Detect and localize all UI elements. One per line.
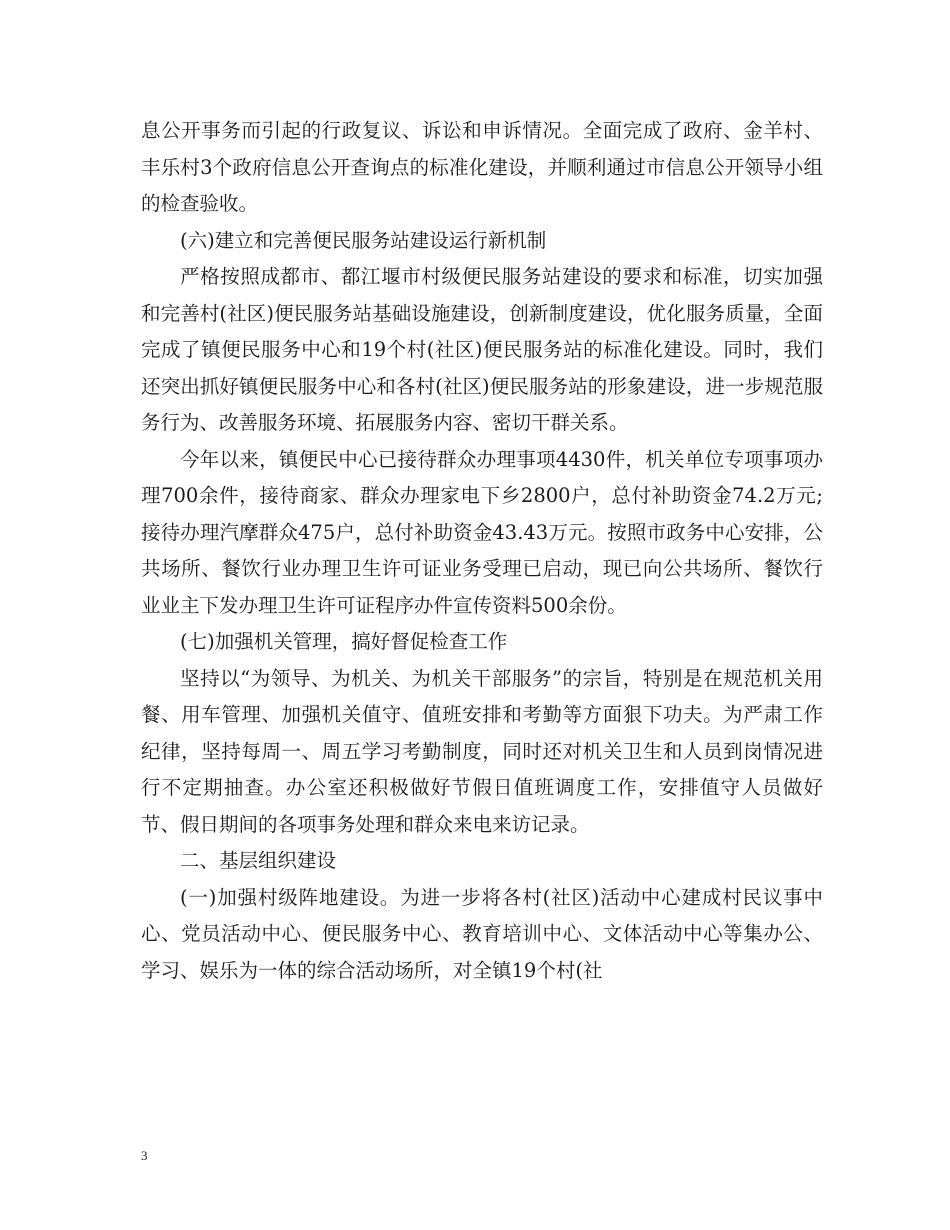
- document-body: [141, 113, 823, 989]
- section-heading-six: (六)建立和完善便民服务站建设运行新机制: [180, 228, 547, 252]
- paragraph-continuation: 息公开事务而引起的行政复议、诉讼和申诉情况。全面完成了政府、金羊村、丰乐村3个政府信息公开查询点的标准化建设，并顺利通过市信息公开领导小组的检查验收。: [141, 119, 823, 215]
- page-number: 3: [141, 1148, 148, 1163]
- paragraph: 今年以来，镇便民中心已接待群众办理事项4430件，机关单位专项事项办理700余件，接待商家、群众办理家电下乡2800户，总付补助资金74.2万元;接待办理汽摩群众475户，总付补助资金43.43万元。按照市政务中心安排，公共场所、餐饮行业办理卫生许可证业务受理已启动，现已向公共场所、餐饮行业业主下发办理卫生许可证程序办件宣传资料500余份。: [141, 447, 823, 617]
- paragraph: 严格按照成都市、都江堰市村级便民服务站建设的要求和标准，切实加强和完善村(社区)便民服务站基础设施建设，创新制度建设，优化服务质量，全面完成了镇便民服务中心和19个村(社区)便民服务站的标准化建设。同时，我们还突出抓好镇便民服务中心和各村(社区)便民服务站的形象建设，进一步规范服务行为、改善服务环境、拓展服务内容、密切干群关系。: [141, 265, 823, 434]
- paragraph: (一)加强村级阵地建设。为进一步将各村(社区)活动中心建成村民议事中心、党员活动中心、便民服务中心、教育培训中心、文体活动中心等集办公、学习、娱乐为一体的综合活动场所，对全镇19个村(社: [141, 885, 823, 982]
- paragraph: 坚持以“为领导、为机关、为机关干部服务”的宗旨，特别是在规范机关用餐、用车管理、加强机关值守、值班安排和考勤等方面狠下功夫。为严肃工作纪律，坚持每周一、周五学习考勤制度，同时还对机关卫生和人员到岗情况进行不定期抽查。办公室还积极做好节假日值班调度工作，安排值守人员做好节、假日期间的各项事务处理和群众来电来访记录。: [141, 666, 823, 836]
- section-heading-seven: (七)加强机关管理，搞好督促检查工作: [180, 630, 508, 653]
- section-heading-two: 二、基层组织建设: [180, 849, 337, 872]
